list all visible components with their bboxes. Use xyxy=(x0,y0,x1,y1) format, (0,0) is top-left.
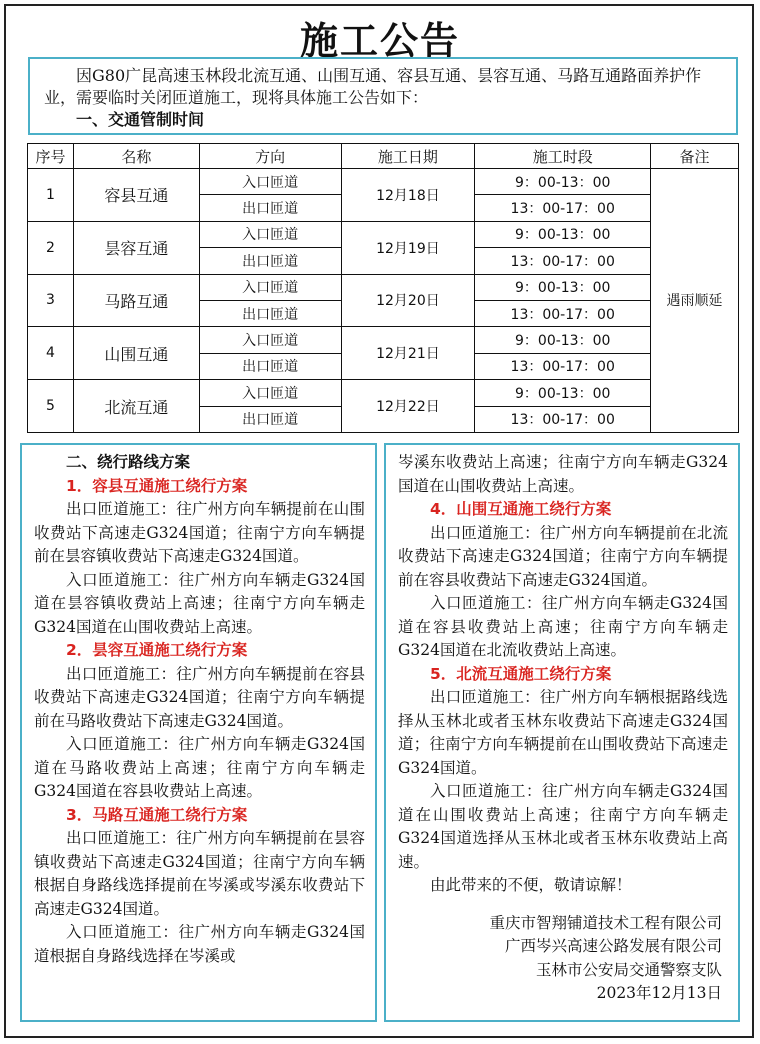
table-row xyxy=(28,169,739,195)
detour-column-right xyxy=(384,443,740,1022)
table-row xyxy=(28,274,739,300)
header-name: 名称 xyxy=(73,144,199,169)
plan-exit-3: 出口匝道施工：往广州方向车辆提前在昙容镇收费站下高速走G324国道；往南宁方向车辆根据自身路线选择提前在岑溪或岑溪东收费站下高速走G324国道。 xyxy=(34,829,365,918)
plan-title-3: 3．马路互通施工绕行方案 xyxy=(66,805,248,824)
detour-column-left xyxy=(20,443,377,1022)
cell-time: 13：00-17：00 xyxy=(475,353,651,379)
plan-entry-5: 入口匝道施工：往广州方向车辆走G324国道在山围收费站上高速；往南宁方向车辆走G324国道选择从玉林北或者玉林东收费站上高速。 xyxy=(398,782,728,871)
cell-date: 12月19日 xyxy=(341,221,475,274)
header-direction: 方向 xyxy=(199,144,341,169)
signature-org-2: 广西岑兴高速公路发展有限公司 xyxy=(504,937,722,955)
table-row xyxy=(28,327,739,353)
plan-exit-5: 出口匝道施工：往广州方向车辆根据路线选择从玉林北或者玉林东收费站下高速走G324国道；往南宁方向车辆提前在山围收费站下高速走G324国道。 xyxy=(398,688,728,777)
cell-name: 容县互通 xyxy=(73,169,199,222)
intro-box xyxy=(28,57,738,135)
header-time: 施工时段 xyxy=(475,144,651,169)
section-heading-detour: 二、绕行路线方案 xyxy=(66,453,191,471)
plan-title-5: 5．北流互通施工绕行方案 xyxy=(430,664,612,683)
cell-name: 北流互通 xyxy=(73,380,199,433)
plan-entry-1: 入口匝道施工：往广州方向车辆走G324国道在昙容镇收费站上高速；往南宁方向车辆走G324国道在山围收费站上高速。 xyxy=(34,570,365,636)
signature-block xyxy=(398,912,728,1006)
cell-date: 12月18日 xyxy=(341,169,475,222)
cell-no: 1 xyxy=(28,169,74,222)
table-header-row xyxy=(28,144,739,169)
cell-direction: 出口匝道 xyxy=(199,300,341,326)
plan-entry-2: 入口匝道施工：往广州方向车辆走G324国道在马路收费站上高速；往南宁方向车辆走G324国道在容县收费站上高速。 xyxy=(34,735,365,800)
cell-direction: 入口匝道 xyxy=(199,380,341,406)
header-date: 施工日期 xyxy=(341,144,475,169)
cell-time: 9：00-13：00 xyxy=(475,169,651,195)
cell-direction: 入口匝道 xyxy=(199,221,341,247)
cell-time: 13：00-17：00 xyxy=(475,195,651,221)
cell-time: 13：00-17：00 xyxy=(475,300,651,326)
cell-name: 昙容互通 xyxy=(73,221,199,274)
plan-entry-4: 入口匝道施工：往广州方向车辆走G324国道在容县收费站上高速；往南宁方向车辆走G324国道在北流收费站上高速。 xyxy=(398,594,728,659)
cell-date: 12月20日 xyxy=(341,274,475,327)
apology-text: 由此带来的不便，敬请谅解！ xyxy=(430,876,632,894)
cell-direction: 入口匝道 xyxy=(199,169,341,195)
cell-direction: 入口匝道 xyxy=(199,274,341,300)
plan-exit-1: 出口匝道施工：往广州方向车辆提前在山围收费站下高速走G324国道；往南宁方向车辆提前在昙容镇收费站下高速走G324国道。 xyxy=(34,500,365,565)
cell-no: 2 xyxy=(28,221,74,274)
cell-time: 9：00-13：00 xyxy=(475,274,651,300)
cell-date: 12月21日 xyxy=(341,327,475,380)
cell-direction: 出口匝道 xyxy=(199,248,341,274)
cell-direction: 出口匝道 xyxy=(199,353,341,379)
intro-text: 因G80广昆高速玉林段北流互通、山围互通、容县互通、昙容互通、马路互通路面养护作业，需要临时关闭匝道施工，现将具体施工公告如下： xyxy=(44,66,702,107)
cell-time: 9：00-13：00 xyxy=(475,380,651,406)
plan-exit-2: 出口匝道施工：往广州方向车辆提前在容县收费站下高速走G324国道；往南宁方向车辆提前在马路收费站下高速走G324国道。 xyxy=(34,664,365,730)
signature-org-3: 玉林市公安局交通警察支队 xyxy=(535,960,722,979)
cell-no: 4 xyxy=(28,327,74,380)
cell-note: 遇雨顺延 xyxy=(651,169,739,433)
page-title: 施工公告 xyxy=(299,19,460,63)
header-note: 备注 xyxy=(651,144,739,169)
cell-direction: 出口匝道 xyxy=(199,406,341,432)
schedule-table xyxy=(27,143,739,433)
cell-time: 9：00-13：00 xyxy=(475,327,651,353)
cell-time: 9：00-13：00 xyxy=(475,221,651,247)
table-row xyxy=(28,221,739,247)
cell-no: 3 xyxy=(28,274,74,327)
header-no: 序号 xyxy=(28,144,74,169)
plan-entry-3-part2: 岑溪东收费站上高速；往南宁方向车辆走G324国道在山围收费站上高速。 xyxy=(398,453,728,495)
table-row xyxy=(28,380,739,406)
plan-entry-3-part1: 入口匝道施工：往广州方向车辆走G324国道根据自身路线选择在岑溪或 xyxy=(34,923,365,965)
cell-no: 5 xyxy=(28,380,74,433)
cell-name: 山围互通 xyxy=(73,327,199,380)
plan-title-1: 1．容县互通施工绕行方案 xyxy=(66,476,248,495)
cell-direction: 出口匝道 xyxy=(199,195,341,221)
cell-date: 12月22日 xyxy=(341,380,475,433)
plan-title-2: 2．昙容互通施工绕行方案 xyxy=(66,641,248,659)
signature-date: 2023年12月13日 xyxy=(596,984,722,1002)
cell-time: 13：00-17：00 xyxy=(475,406,651,432)
signature-org-1: 重庆市智翔铺道技术工程有限公司 xyxy=(489,913,722,932)
cell-time: 13：00-17：00 xyxy=(475,248,651,274)
cell-direction: 入口匝道 xyxy=(199,327,341,353)
cell-name: 马路互通 xyxy=(73,274,199,327)
section-heading-traffic-control: 一、交通管制时间 xyxy=(76,110,205,129)
plan-exit-4: 出口匝道施工：往广州方向车辆提前在北流收费站下高速走G324国道；往南宁方向车辆提前在容县收费站下高速走G324国道。 xyxy=(398,523,728,589)
plan-title-4: 4．山围互通施工绕行方案 xyxy=(430,500,612,518)
